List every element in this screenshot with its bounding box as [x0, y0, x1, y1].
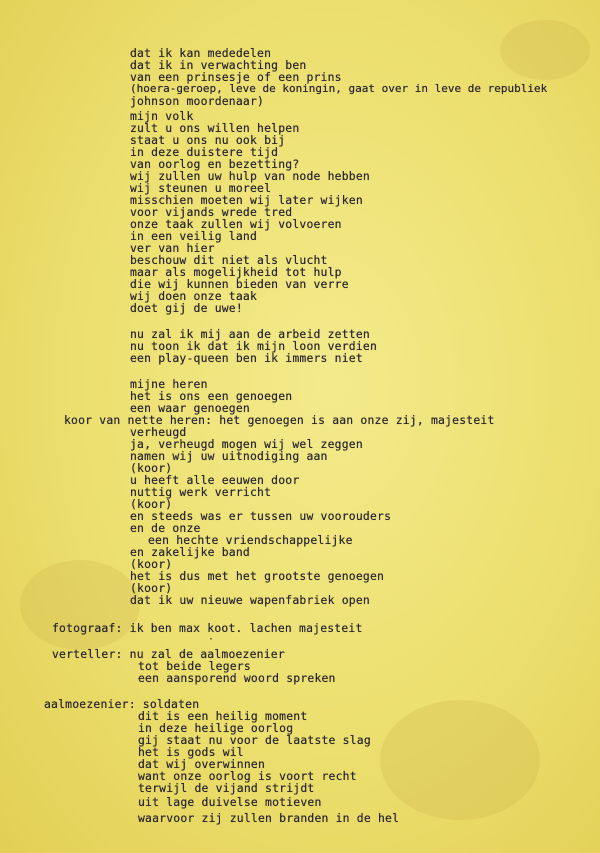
text-line: in deze heilige oorlog — [138, 721, 294, 735]
text-line: ja, verheugd mogen wij wel zeggen — [130, 437, 363, 451]
text-line: een hechte vriendschappelijke — [148, 533, 353, 547]
text-line: van oorlog en bezetting? — [130, 157, 300, 171]
text-line: en de onze — [130, 521, 201, 535]
text-line: en steeds was er tussen uw voorouders — [130, 509, 392, 523]
text-line: tot beide legers — [138, 659, 251, 673]
text-line: nuttig werk verricht — [130, 485, 272, 499]
text-line: dit is een heilig moment — [138, 709, 308, 723]
text-line: zult u ons willen helpen — [130, 121, 300, 135]
text-line: mijne heren — [130, 377, 208, 391]
text-line: gij staat nu voor de laatste slag — [138, 733, 371, 747]
text-line: uit lage duivelse motieven — [138, 795, 322, 809]
text-line: dat wij overwinnen — [138, 757, 266, 771]
text-line: staat u ons nu ook bij — [130, 133, 286, 147]
paper-stain — [20, 560, 140, 650]
text-line: dat ik in verwachting ben — [130, 58, 307, 72]
text-line: wij zullen uw hulp van node hebben — [130, 169, 370, 183]
text-line: want onze oorlog is voort recht — [138, 769, 357, 783]
text-line: aalmoezenier: soldaten — [44, 697, 200, 711]
text-line: wij steunen u moreel — [130, 181, 272, 195]
text-line: onze taak zullen wij volvoeren — [130, 217, 342, 231]
text-line: ver van hier — [130, 241, 215, 255]
text-line: een aansporend woord spreken — [138, 671, 336, 685]
text-line: beschouw dit niet als vlucht — [130, 253, 328, 267]
text-line: misschien moeten wij later wijken — [130, 193, 363, 207]
text-line: (koor) — [130, 461, 173, 475]
text-line: (koor) — [130, 497, 173, 511]
text-line: nu zal ik mij aan de arbeid zetten — [130, 327, 370, 341]
text-line: dat ik uw nieuwe wapenfabriek open — [130, 593, 370, 607]
text-line: wij doen onze taak — [130, 289, 258, 303]
ink-dot: · — [208, 634, 215, 645]
text-line: (koor) — [130, 581, 173, 595]
text-line: namen wij uw uitnodiging aan — [130, 449, 328, 463]
paper-stain — [500, 20, 590, 80]
text-line: van een prinsesje of een prins — [130, 70, 342, 84]
text-line: nu toon ik dat ik mijn loon verdien — [130, 339, 378, 353]
text-line: (koor) — [130, 557, 173, 571]
text-line: het is gods wil — [138, 745, 244, 759]
text-line: u heeft alle eeuwen door — [130, 473, 300, 487]
text-line: koor van nette heren: het genoegen is aan onze zij, majesteit — [64, 413, 495, 427]
text-line: johnson moordenaar) — [130, 94, 265, 108]
text-line: in een veilig land — [130, 229, 258, 243]
text-line: maar als mogelijkheid tot hulp — [130, 265, 342, 279]
text-line: die wij kunnen bieden van verre — [130, 277, 349, 291]
text-line: voor vijands wrede tred — [130, 205, 293, 219]
paper-stain — [380, 700, 540, 820]
text-line: en zakelijke band — [130, 545, 250, 559]
text-line: (hoera-geroep, leve de koningin, gaat over in leve de republiek — [130, 82, 548, 95]
text-line: terwijl de vijand strijdt — [138, 781, 315, 795]
text-line: verheugd — [130, 425, 187, 439]
text-line: een play-queen ben ik immers niet — [130, 351, 363, 365]
text-line: het is dus met het grootste genoegen — [130, 569, 385, 583]
text-line: dat ik kan mededelen — [130, 46, 272, 60]
text-line: doet gij de uwe! — [130, 301, 243, 315]
text-line: verteller: nu zal de aalmoezenier — [52, 647, 285, 661]
text-line: mijn volk — [130, 109, 194, 123]
text-line: een waar genoegen — [130, 401, 250, 415]
text-line: het is ons een genoegen — [130, 389, 293, 403]
text-line: in deze duistere tijd — [130, 145, 279, 159]
text-line: waarvoor zij zullen branden in de hel — [138, 811, 400, 825]
text-line: fotograaf: ik ben max koot. lachen majesteit — [52, 621, 363, 635]
